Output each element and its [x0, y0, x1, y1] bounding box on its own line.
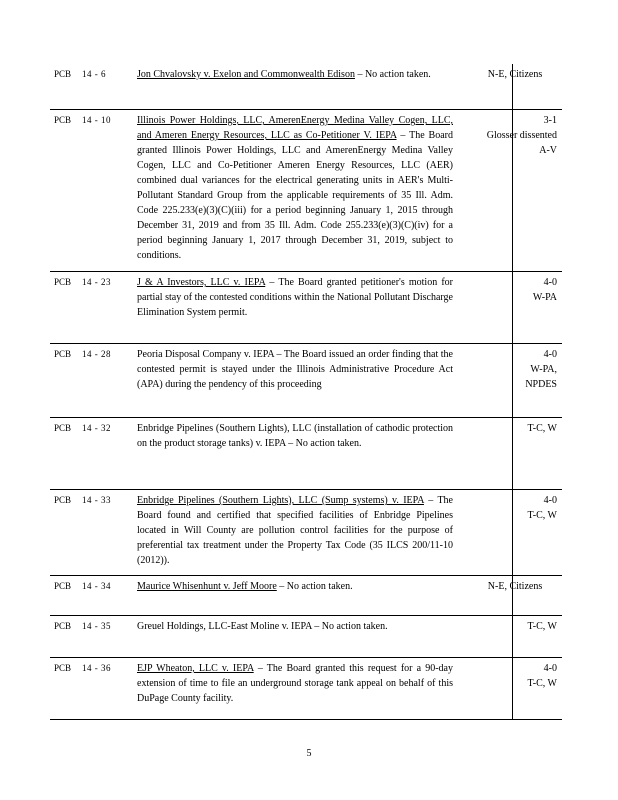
- case-prefix: PCB: [54, 621, 72, 631]
- case-text: – No action taken.: [354, 69, 431, 80]
- vote: [463, 347, 557, 392]
- case-title: J & A Investors, LLC v. IEPA: [137, 277, 266, 288]
- vote-line: A-V: [539, 145, 557, 156]
- vote-line: 4-0: [543, 349, 557, 360]
- case-number: 14 - 23: [82, 277, 111, 287]
- vote-line: 3-1: [543, 115, 557, 126]
- case-description: [137, 275, 453, 320]
- case-prefix: PCB: [54, 115, 72, 125]
- case-title: Maurice Whisenhunt v. Jeff Moore: [137, 581, 277, 592]
- case-description: [137, 619, 453, 634]
- vote-line: 4-0: [543, 663, 557, 674]
- case-prefix: PCB: [54, 495, 72, 505]
- vote-line: NPDES: [525, 379, 557, 390]
- case-number: 14 - 35: [82, 621, 111, 631]
- case-number: 14 - 32: [82, 423, 111, 433]
- case-prefix: PCB: [54, 349, 72, 359]
- case-text: – The Board found and certified that specified facilities of Enbridge Pipelines located in Will County are pollution control facilities for the purpose of preferential tax treatment under the Property Tax Code (35 ILCS 200/11-10 (2012)).: [137, 495, 453, 566]
- vote: [468, 67, 562, 82]
- table-row: [50, 576, 562, 616]
- case-title: Jon Chvalovsky v. Exelon and Commonwealth Edison: [137, 69, 355, 80]
- table-row: [50, 616, 562, 658]
- case-title: Enbridge Pipelines (Southern Lights), LLC (Sump systems) v. IEPA: [137, 495, 424, 506]
- case-prefix: PCB: [54, 277, 72, 287]
- table-row: [50, 418, 562, 490]
- vote-line: N-E, Citizens: [487, 69, 543, 80]
- case-number: 14 - 36: [82, 663, 111, 673]
- case-text: – The Board granted petitioner's motion for partial stay of the contested conditions within the National Pollutant Discharge Elimination System permit.: [137, 277, 453, 318]
- vote: [463, 275, 557, 305]
- vote-line: T-C, W: [527, 510, 557, 521]
- case-text: Enbridge Pipelines (Southern Lights), LLC (installation of cathodic protection on the product storage tanks) v. IEPA – No action taken.: [137, 423, 453, 449]
- case-description: [137, 579, 453, 594]
- table-row: [50, 110, 562, 272]
- case-number: 14 - 6: [82, 69, 106, 79]
- vote-line: 4-0: [543, 495, 557, 506]
- vote-line: Glosser dissented: [486, 130, 557, 141]
- vote-line: W-PA,: [530, 364, 557, 375]
- vote: [463, 493, 557, 523]
- case-text: – The Board granted this request for a 90-day extension of time to file an underground storage tank appeal on behalf of this DuPage County facility.: [137, 663, 454, 704]
- case-prefix: PCB: [54, 663, 72, 673]
- case-number: 14 - 33: [82, 495, 111, 505]
- case-prefix: PCB: [54, 581, 72, 591]
- vote: [468, 579, 562, 594]
- vote: [463, 113, 557, 158]
- case-text: – No action taken.: [276, 581, 353, 592]
- case-text: Peoria Disposal Company v. IEPA – The Board issued an order finding that the contested permit is stayed under the Illinois Administrative Procedure Act (APA) during the pendency of this proceeding: [137, 349, 453, 390]
- vote-line: N-E, Citizens: [487, 581, 543, 592]
- case-number: 14 - 34: [82, 581, 111, 591]
- vote: [463, 421, 557, 436]
- table-row: [50, 658, 562, 720]
- case-prefix: PCB: [54, 69, 72, 79]
- table-row: [50, 272, 562, 344]
- vote-line: T-C, W: [527, 423, 557, 434]
- case-number: 14 - 28: [82, 349, 111, 359]
- vote-line: 4-0: [543, 277, 557, 288]
- table-row: [50, 64, 562, 110]
- case-description: [137, 661, 453, 706]
- vote: [463, 619, 557, 634]
- case-table: [50, 64, 562, 720]
- table-row: [50, 490, 562, 576]
- case-number: 14 - 10: [82, 115, 111, 125]
- case-title: Illinois Power Holdings, LLC, AmerenEnergy Medina Valley Cogen, LLC, and Ameren Energy Resources, LLC as Co-Petitioner V. IEPA: [137, 115, 453, 141]
- case-description: [137, 67, 453, 82]
- table-row: [50, 344, 562, 418]
- case-text: Greuel Holdings, LLC-East Moline v. IEPA – No action taken.: [137, 621, 388, 632]
- case-description: [137, 347, 453, 392]
- vote-line: T-C, W: [527, 621, 557, 632]
- case-text: – The Board granted Illinois Power Holdings, LLC and AmerenEnergy Medina Valley Cogen, LLC and Co-Petitioner Ameren Energy Resources, LLC (AER) combined dual variances for the electrical generating units in AER's Multi-Pollutant Standard Group from the applicable requirements of 35 Ill. Adm. Code 225.233(e)(3)(C)(iii) for a period beginning January 1, 2015 through December 31, 2019 and from 35 Ill. Adm. Code 255.233(e)(3)(C)(iv) for a period beginning January 1, 2017 through December 31, 2019, subject to conditions.: [137, 130, 453, 261]
- vote-line: T-C, W: [527, 678, 557, 689]
- case-description: [137, 113, 453, 263]
- vote-line: W-PA: [532, 292, 557, 303]
- case-prefix: PCB: [54, 423, 72, 433]
- vote: [463, 661, 557, 691]
- case-title: EJP Wheaton, LLC v. IEPA: [137, 663, 254, 674]
- page-number: 5: [306, 748, 312, 759]
- case-description: [137, 421, 453, 451]
- case-description: [137, 493, 453, 568]
